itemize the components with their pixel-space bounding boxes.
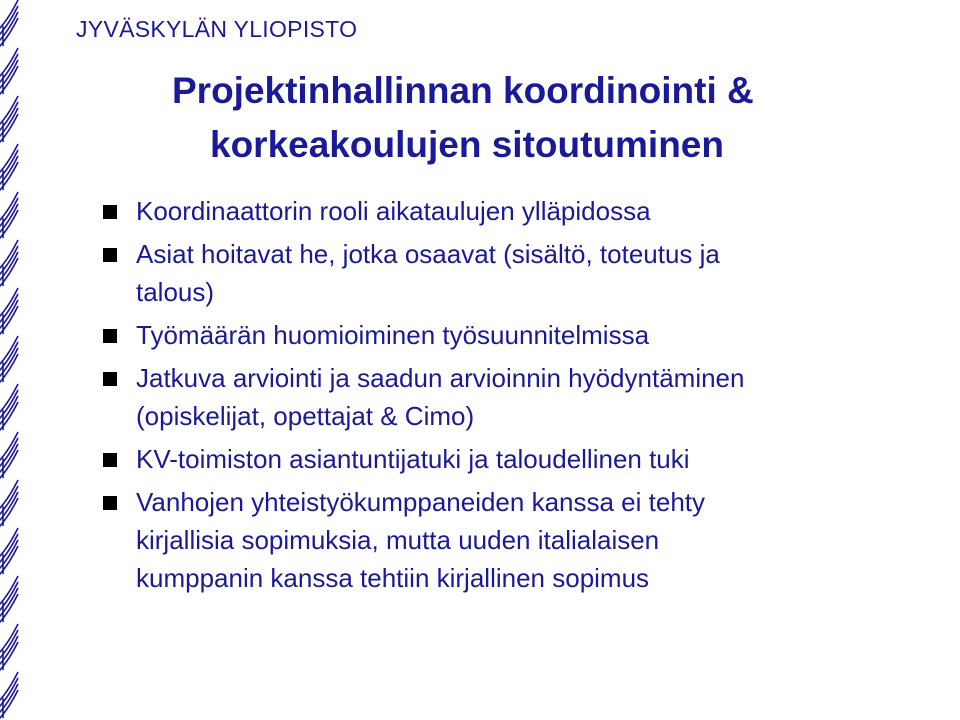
- bullet-text: [136, 359, 930, 435]
- square-bullet-icon: [103, 496, 117, 510]
- bullet-list: [100, 192, 930, 602]
- bullet-text: [136, 235, 930, 311]
- square-bullet-icon: [103, 248, 117, 262]
- bullet-text: [136, 483, 930, 597]
- bullet-line: Vanhojen yhteistyökumppaneiden kanssa ei tehty: [136, 487, 706, 517]
- slide-title: [172, 64, 912, 172]
- bullet-line: (opiskelijat, opettajat & Cimo): [136, 401, 475, 431]
- bullet-item: [100, 192, 930, 230]
- bullet-item: [100, 359, 930, 435]
- bullet-line: Jatkuva arviointi ja saadun arvioinnin hyödyntäminen: [136, 363, 745, 393]
- bullet-item: [100, 235, 930, 311]
- slide-title-line: korkeakoulujen sitoutuminen: [210, 124, 724, 165]
- slide-title-line: Projektinhallinnan koordinointi &: [172, 70, 754, 111]
- square-bullet-icon: [103, 205, 117, 219]
- square-bullet-icon: [103, 372, 117, 386]
- bullet-line: Työmäärän huomioiminen työsuunnitelmissa: [136, 320, 650, 350]
- bullet-line: Koordinaattorin rooli aikataulujen ylläpidossa: [136, 196, 651, 226]
- bullet-line: kirjallisia sopimuksia, mutta uuden italialaisen: [136, 525, 660, 555]
- decorative-side-strip: [0, 0, 20, 720]
- bullet-line: kumppanin kanssa tehtiin kirjallinen sopimus: [136, 563, 650, 593]
- bullet-line: talous): [136, 277, 215, 307]
- bullet-text: [136, 192, 930, 230]
- square-bullet-icon: [103, 453, 117, 467]
- bullet-line: Asiat hoitavat he, jotka osaavat (sisältö, toteutus ja: [136, 239, 720, 269]
- square-bullet-icon: [103, 329, 117, 343]
- flame-pattern-icon: [0, 0, 20, 720]
- bullet-text: [136, 316, 930, 354]
- bullet-item: [100, 483, 930, 597]
- bullet-text: [136, 440, 930, 478]
- bullet-item: [100, 316, 930, 354]
- bullet-item: [100, 440, 930, 478]
- university-name: JYVÄSKYLÄN YLIOPISTO: [76, 16, 358, 42]
- bullet-line: KV-toimiston asiantuntijatuki ja taloudellinen tuki: [136, 444, 690, 474]
